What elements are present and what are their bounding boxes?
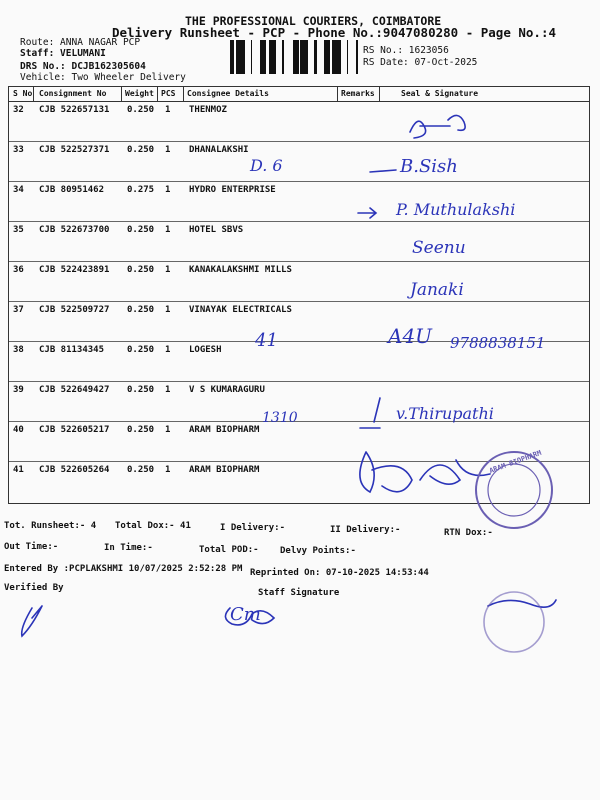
cell-cno: CJB 522509727 [39,305,110,315]
stamp-signature-ink [488,600,556,607]
cell-pcs: 1 [165,345,171,355]
rtn-dox: RTN Dox:- [444,528,493,538]
col-pcs: PCS [161,89,176,98]
signature-37: A4U [388,324,433,348]
cell-sno: 34 [13,185,24,195]
cell-cno: CJB 522649427 [39,385,110,395]
verified-by: Verified By [4,583,64,593]
cell-weight: 0.250 [127,225,155,235]
cell-sno: 35 [13,225,24,235]
reprinted-on: Reprinted On: 07-10-2025 14:53:44 [250,568,429,578]
cell-weight: 0.250 [127,465,155,475]
col-weight: Weight [125,89,154,98]
signature-35: Seenu [412,238,466,258]
dash-33 [370,170,396,172]
company-name: THE PROFESSIONAL COURIERS, COIMBATORE [185,14,442,28]
cell-weight: 0.275 [127,185,155,195]
cell-consignee: DHANALAKSHI [189,145,249,155]
cell-weight: 0.250 [127,105,155,115]
cell-weight: 0.250 [127,145,155,155]
cell-consignee: HYDRO ENTERPRISE [189,185,276,195]
remark-37: 41 [255,330,278,351]
cell-consignee: V S KUMARAGURU [189,385,265,395]
ii-delivery: II Delivery:- [330,525,401,535]
phone-37: 9788838151 [450,334,546,352]
cell-sno: 41 [13,465,24,475]
rs-date: RS Date: 07-Oct-2025 [363,57,478,68]
cell-consignee: KANAKALAKSHMI MILLS [189,265,292,275]
rs-number: RS No.: 1623056 [363,45,449,56]
remark-33: D. 6 [250,156,283,175]
col-consignment: Consignment No [39,89,107,98]
signature-34: P. Muthulakshi [396,200,516,219]
signature-32 [410,115,465,138]
company-stamp [476,452,552,652]
runsheet-title: Delivery Runsheet - PCP - Phone No.:9047080280 - Page No.:4 [112,25,557,40]
total-dox: Total Dox:- 41 [115,521,191,531]
signature-33: B.Sish [400,156,458,177]
staff-signature: Cm [230,604,261,625]
total-pod: Total POD:- [199,545,259,555]
cell-cno: CJB 522657131 [39,105,110,115]
in-time: In Time:- [104,543,153,553]
cell-sno: 40 [13,425,24,435]
cell-weight: 0.250 [127,425,155,435]
cell-sno: 38 [13,345,24,355]
out-time: Out Time:- [4,542,59,552]
cell-pcs: 1 [165,265,171,275]
signature-39: v.Thirupathi [396,404,494,423]
cell-consignee: LOGESH [189,345,222,355]
cell-cno: CJB 522605217 [39,425,110,435]
cell-pcs: 1 [165,385,171,395]
staff-signature-label: Staff Signature [258,588,340,598]
cell-weight: 0.250 [127,385,155,395]
staff: Staff: VELUMANI [20,48,106,59]
arrow-34 [358,208,376,218]
cell-sno: 33 [13,145,24,155]
cell-pcs: 1 [165,105,171,115]
signature-40 [360,452,490,492]
col-sno: S No [13,89,33,98]
cell-pcs: 1 [165,425,171,435]
delvy-points: Delvy Points:- [280,546,356,556]
cell-cno: CJB 522605264 [39,465,110,475]
cell-consignee: VINAYAK ELECTRICALS [189,305,292,315]
cell-weight: 0.250 [127,265,155,275]
cell-cno: CJB 522423891 [39,265,110,275]
stamp-text: ARAM BIOPHARM [488,448,543,476]
cell-pcs: 1 [165,185,171,195]
drs-number: DRS No.: DCJB162305604 [20,61,146,72]
cell-sno: 32 [13,105,24,115]
cell-pcs: 1 [165,305,171,315]
i-delivery: I Delivery:- [220,523,286,533]
col-consignee: Consignee Details [187,89,269,98]
total-runsheet: Tot. Runsheet:- 4 [4,521,97,531]
cell-pcs: 1 [165,465,171,475]
col-seal: Seal & Signature [401,89,479,98]
cell-cno: CJB 522527371 [39,145,110,155]
col-remarks: Remarks [341,89,375,98]
cell-cno: CJB 522673700 [39,225,110,235]
cell-pcs: 1 [165,145,171,155]
cell-weight: 0.250 [127,305,155,315]
cell-pcs: 1 [165,225,171,235]
cell-consignee: ARAM BIOPHARM [189,465,260,475]
cell-sno: 36 [13,265,24,275]
cell-consignee: THENMOZ [189,105,227,115]
signature-36: Janaki [410,280,464,300]
entered-by: Entered By :PCPLAKSHMI 10/07/2025 2:52:28 PM [4,564,243,574]
verified-signature-ink [22,606,42,636]
cell-cno: CJB 80951462 [39,185,105,195]
cell-weight: 0.250 [127,345,155,355]
cell-consignee: HOTEL SBVS [189,225,244,235]
cell-sno: 39 [13,385,24,395]
vehicle: Vehicle: Two Wheeler Delivery [20,72,186,83]
route: Route: ANNA NAGAR PCP [20,37,141,48]
cell-cno: CJB 81134345 [39,345,105,355]
cell-sno: 37 [13,305,24,315]
cell-consignee: ARAM BIOPHARM [189,425,260,435]
dash-39 [360,398,380,428]
remark-39: 1310 [262,410,298,426]
